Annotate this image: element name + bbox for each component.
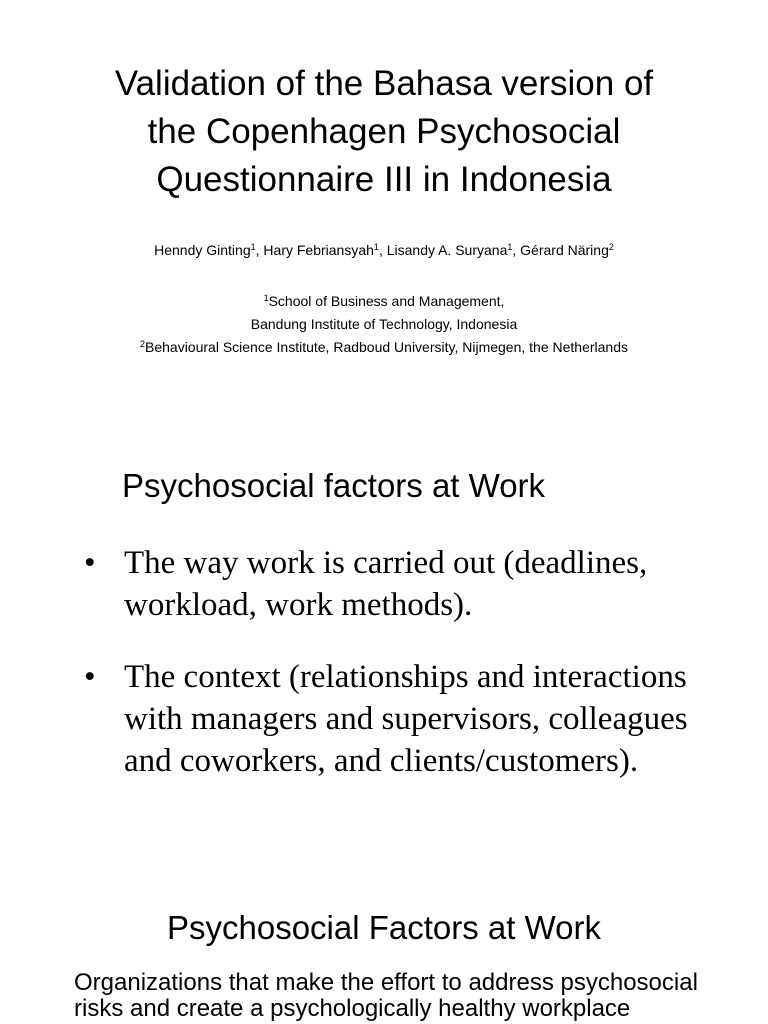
affiliation-mark: 1 [263, 293, 269, 303]
slide-body-text: Organizations that make the effort to address psychosocial risks and create a psychologically healthy workplace [74, 969, 698, 1022]
author-affiliation-mark: 1 [373, 242, 379, 252]
slide-heading: Psychosocial Factors at Work [166, 909, 602, 946]
bullet-icon: • [84, 545, 96, 581]
bullet-item [84, 656, 724, 782]
bullet-icon: • [84, 659, 96, 695]
author-list: Henndy Ginting$^1$, Hary Febriansyah$^1$, Lisandy A. Suryana$^1$, Gérard Näring$^2$ [154, 242, 614, 258]
bullet-text: The way work is carried out (deadlines, workload, work methods). [124, 545, 648, 623]
affiliation-text: School of Business and Management, [268, 293, 505, 309]
author-affiliation-mark: 1 [250, 242, 256, 252]
affiliation-line [20, 336, 748, 359]
author-name: Lisandy A. Suryana [386, 242, 508, 258]
author-affiliation-mark: 2 [608, 242, 614, 252]
affiliation-list [20, 290, 748, 359]
bullet-list [84, 542, 724, 812]
bullet-item [84, 542, 724, 626]
author-name: Hary Febriansyah [263, 242, 374, 258]
author-affiliation-mark: 1 [507, 242, 513, 252]
factors-slide [0, 400, 768, 880]
title-slide [0, 0, 768, 400]
title-line: Questionnaire III in Indonesia [156, 160, 612, 199]
slide-heading: Psychosocial factors at Work [122, 467, 546, 504]
author-name: Gérard Näring [520, 242, 609, 258]
bullet-text: The context (relationships and interactions with managers and supervisors, colleagues and coworkers, and clients/customers). [124, 659, 688, 779]
affiliation-mark: 2 [139, 339, 145, 349]
affiliation-text: Behavioural Science Institute, Radboud University, Nijmegen, the Netherlands [145, 339, 628, 355]
presentation-title [40, 60, 728, 204]
affiliation-text: Bandung Institute of Technology, Indonesia [250, 316, 518, 332]
author-name: Henndy Ginting [154, 242, 251, 258]
affiliation-line [20, 313, 748, 336]
factors-slide-continued [0, 880, 768, 1024]
title-line: the Copenhagen Psychosocial [147, 112, 621, 151]
affiliation-line [20, 290, 748, 313]
title-line: Validation of the Bahasa version of [114, 64, 654, 103]
